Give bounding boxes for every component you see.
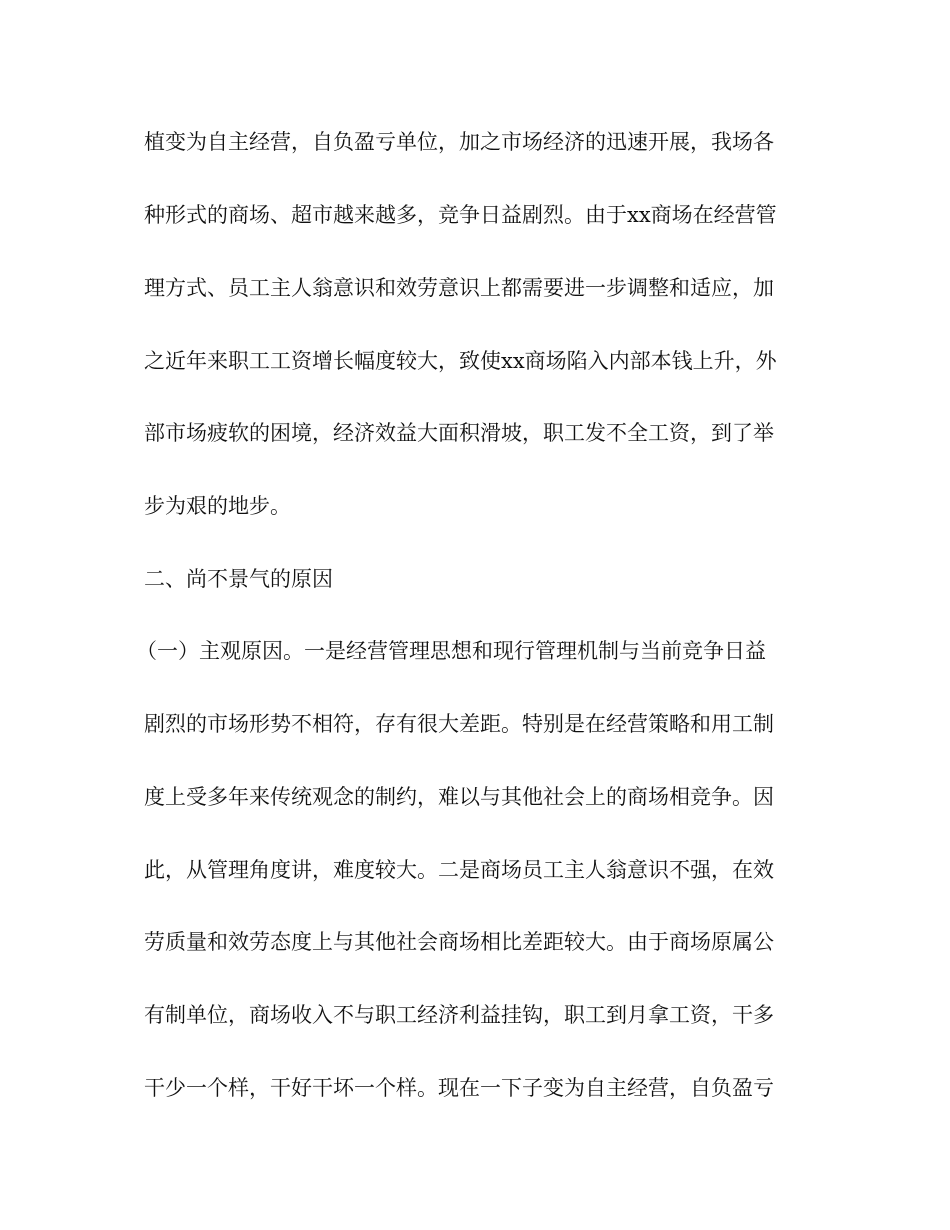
paragraph-line: 劳质量和效劳态度上与其他社会商场相比差距较大。由于商场原属公 bbox=[144, 930, 774, 954]
paragraph-line: 种形式的商场、超市越来越多，竞争日益剧烈。由于xx商场在经营管 bbox=[144, 203, 777, 227]
paragraph-line: 有制单位，商场收入不与职工经济利益挂钩，职工到月拿工资，干多 bbox=[144, 1003, 774, 1027]
paragraph-line: 剧烈的市场形势不相符，存有很大差距。特别是在经营策略和用工制 bbox=[144, 712, 774, 736]
paragraph-line: 干少一个样，干好干坏一个样。现在一下子变为自主经营，自负盈亏 bbox=[144, 1076, 774, 1100]
paragraph-line: 步为艰的地步。 bbox=[144, 494, 291, 518]
paragraph-line: （一）主观原因。一是经营管理思想和现行管理机制与当前竞争日益 bbox=[136, 639, 766, 663]
section-heading: 二、尚不景气的原因 bbox=[144, 567, 333, 591]
paragraph-line: 之近年来职工工资增长幅度较大，致使xx商场陷入内部本钱上升，外 bbox=[144, 349, 777, 373]
paragraph-line: 植变为自主经营，自负盈亏单位，加之市场经济的迅速开展，我场各 bbox=[144, 130, 774, 154]
paragraph-line: 理方式、员工主人翁意识和效劳意识上都需要进一步调整和适应，加 bbox=[144, 276, 774, 300]
paragraph-line: 度上受多年来传统观念的制约，难以与其他社会上的商场相竞争。因 bbox=[144, 785, 774, 809]
paragraph-line: 此，从管理角度讲，难度较大。二是商场员工主人翁意识不强，在效 bbox=[144, 858, 774, 882]
paragraph-line: 部市场疲软的困境，经济效益大面积滑坡，职工发不全工资，到了举 bbox=[144, 421, 774, 445]
